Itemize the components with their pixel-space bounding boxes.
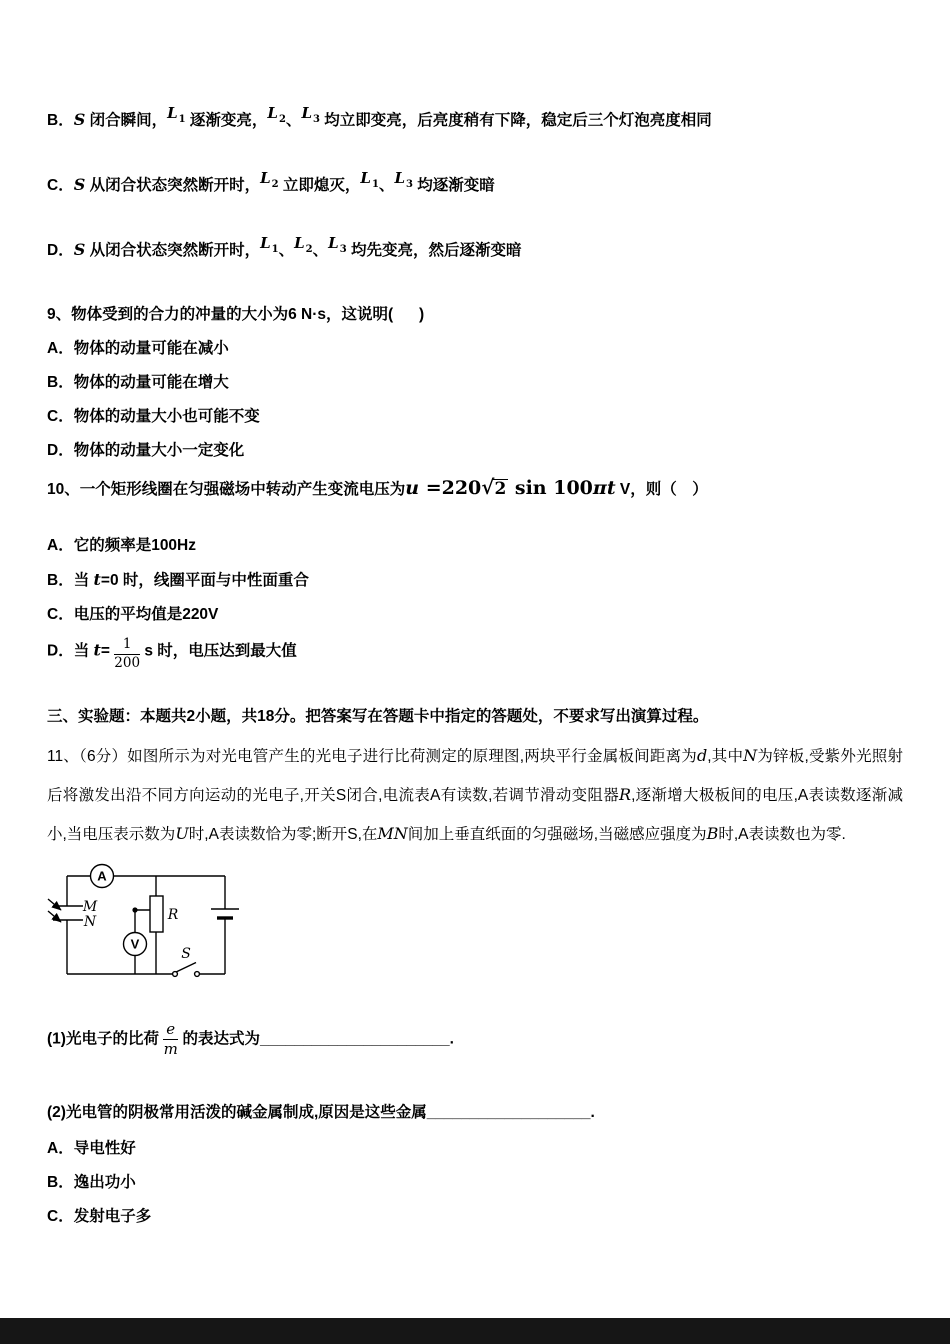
q10-option-b: B．当 t=0 时，线圈平面与中性面重合 bbox=[47, 570, 309, 589]
q8-option-b: B．S 闭合瞬间，$L_1$ 逐渐变亮，$L_2$、$L_3$ 均立即变亮，后亮度稍有下降，稳定后三个灯泡亮度相同 bbox=[47, 104, 712, 129]
circuit-diagram bbox=[47, 854, 257, 996]
q9-option-c: C．物体的动量大小也可能不变 bbox=[47, 408, 260, 425]
ammeter-label: A bbox=[97, 868, 107, 884]
question-11 bbox=[47, 737, 903, 1229]
q11-part1-blank: (1)光电子的比荷 $\frac{e}{m}$ 的表达式为______________________. bbox=[47, 1020, 454, 1059]
voltmeter-label: V bbox=[130, 936, 140, 952]
switch-contact-left bbox=[173, 972, 178, 977]
q10-option-d: D．当 t= $\frac{1}{200}$ s 时，电压达到最大值 bbox=[47, 636, 297, 671]
light-arrow-icon bbox=[48, 899, 61, 910]
question-9 bbox=[47, 303, 903, 463]
q11-part2-blank: (2)光电管的阴极常用活泼的碱金属制成,原因是这些金属___________________. bbox=[47, 1103, 595, 1121]
page-bottom-bar bbox=[0, 1318, 950, 1344]
q10-option-a: A．它的频率是100Hz bbox=[47, 537, 196, 554]
question-10 bbox=[47, 473, 903, 671]
section-3-header: 三、实验题：本题共2小题，共18分。把答案写在答题卡中指定的答题处，不要求写出演算过程。 bbox=[47, 708, 709, 726]
q8-option-c: C．S 从闭合状态突然断开时，$L_2$ 立即熄灭，$L_1$、$L_3$ 均逐渐变暗 bbox=[47, 169, 495, 194]
q10-stem: 10、一个矩形线圈在匀强磁场中转动产生变流电压为u =220√2 sin 100πt V，则（ ） bbox=[47, 475, 708, 499]
q9-option-d: D．物体的动量大小一定变化 bbox=[47, 442, 245, 459]
plate-n-label: N bbox=[83, 914, 97, 931]
q9-stem: 9、物体受到的合力的冲量的大小为6 N·s，这说明( ) bbox=[47, 306, 425, 323]
q9-option-a: A．物体的动量可能在减小 bbox=[47, 340, 229, 357]
junction-dot bbox=[132, 907, 137, 912]
plate-m-label: M bbox=[82, 899, 98, 916]
question-8-options bbox=[47, 104, 903, 269]
q11-option-a: A．导电性好 bbox=[47, 1139, 136, 1157]
q11-option-b: B．逸出功小 bbox=[47, 1173, 136, 1191]
switch-lever bbox=[175, 963, 196, 973]
resistor-label: R bbox=[167, 907, 179, 924]
q8-option-d: D．S 从闭合状态突然断开时，$L_1$、$L_2$、$L_3$ 均先变亮，然后逐渐变暗 bbox=[47, 234, 522, 259]
q11-paragraph: 11、（6分）如图所示为对光电管产生的光电子进行比荷测定的原理图,两块平行金属板间距离为d,其中N为锌板,受紫外光照射后将激发出沿不同方向运动的光电子,开关S闭合,电流表A有读数,若调节滑动变阻器R,逐渐增大极板间的电压,A表读数逐渐减小,当电压表示数为U时,A表读数恰为零;断开S,在MN间加上垂直纸面的匀强磁场,当磁感应强度为B时,A表读数也为零. bbox=[47, 746, 903, 844]
resistor-box bbox=[150, 896, 163, 932]
q10-option-c: C．电压的平均值是220V bbox=[47, 606, 219, 623]
q11-option-c: C．发射电子多 bbox=[47, 1207, 152, 1225]
q9-option-b: B．物体的动量可能在增大 bbox=[47, 374, 229, 391]
circuit-figure bbox=[47, 854, 903, 1001]
switch-contact-right bbox=[195, 972, 200, 977]
switch-label: S bbox=[181, 946, 191, 963]
